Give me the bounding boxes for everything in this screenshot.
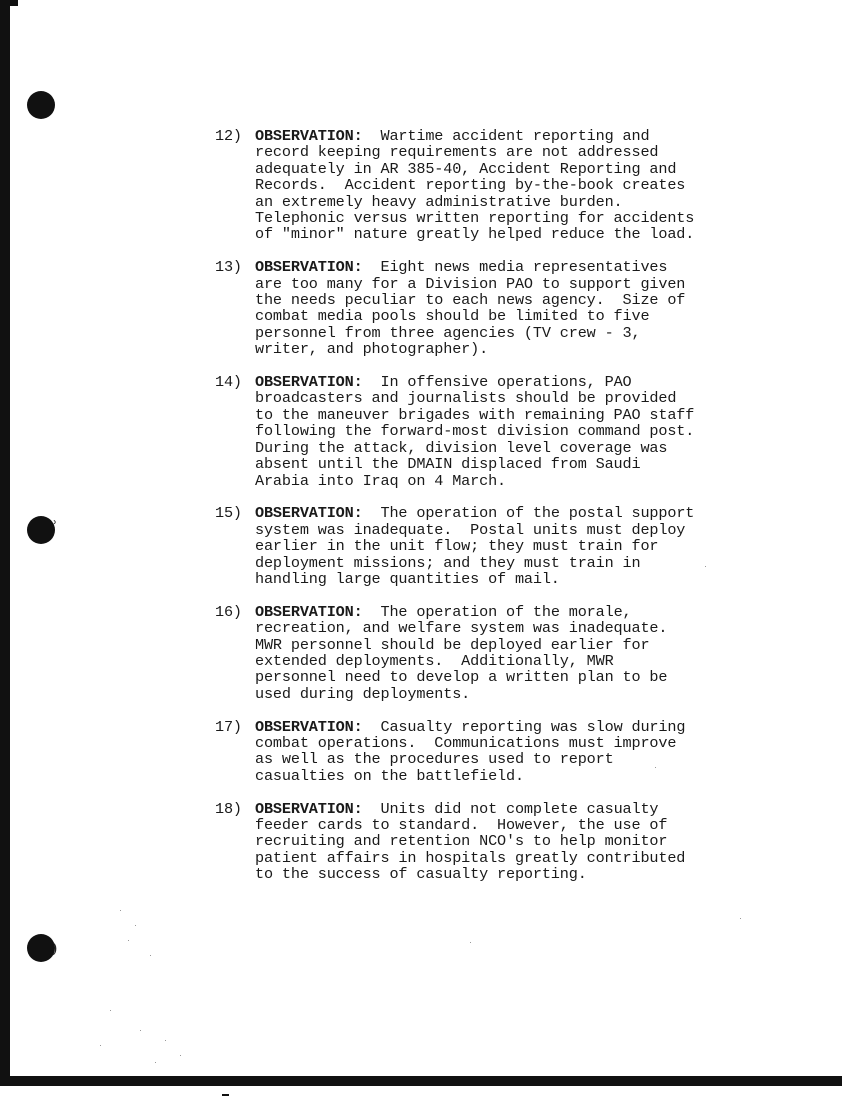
observation-label: OBSERVATION: <box>255 127 363 145</box>
observation-line-text: The operation of the morale, <box>362 602 632 621</box>
observation-line: personnel from three agencies (TV crew - 3, <box>255 323 641 342</box>
punch-hole-middle <box>27 516 58 544</box>
observation-label: OBSERVATION: <box>255 602 363 621</box>
observation-line-text: In offensive operations, PAO <box>362 373 632 392</box>
observation-label: OBSERVATION: <box>255 717 363 736</box>
observation-line: writer, and photographer). <box>255 340 489 359</box>
observation-line: the needs peculiar to each news agency. Size of <box>255 291 686 310</box>
observation-line: an extremely heavy administrative burden. <box>255 192 623 211</box>
observation-number: 18) <box>215 799 242 818</box>
observation-line: earlier in the unit flow; they must train for <box>255 537 659 556</box>
observation-number: 13) <box>215 258 242 277</box>
observation-line: MWR personnel should be deployed earlier for <box>255 635 650 654</box>
scan-top-mark <box>10 0 18 6</box>
observation-text <box>255 505 775 587</box>
observation-line: Arabia into Iraq on 4 March. <box>255 471 506 490</box>
observation-line: record keeping requirements are not addressed <box>255 143 659 162</box>
observation-line: deployment missions; and they must train in <box>255 553 641 572</box>
punch-hole-mark-middle: ʾ <box>53 519 58 535</box>
observation-item <box>215 128 775 243</box>
observation-line: recreation, and welfare system was inadequate. <box>255 619 668 638</box>
observation-number: 14) <box>215 373 242 392</box>
observation-item <box>215 505 775 587</box>
observation-line: combat media pools should be limited to five <box>255 307 650 326</box>
observation-line: used during deployments. <box>255 684 471 703</box>
observation-item <box>215 801 775 883</box>
observation-text <box>255 801 775 883</box>
observation-line-text: Casualty reporting was slow during <box>362 717 686 736</box>
observation-line: Records. Accident reporting by-the-book creates <box>255 176 686 195</box>
observation-line: system was inadequate. Postal units must deploy <box>255 520 686 539</box>
observation-line: personnel need to develop a written plan to be <box>255 668 668 687</box>
observation-line: of "minor" nature greatly helped reduce the load. <box>255 225 695 244</box>
observation-label: OBSERVATION: <box>255 258 363 277</box>
punch-hole-top <box>27 91 55 119</box>
observation-number: 15) <box>215 504 242 523</box>
observation-line <box>255 604 775 620</box>
observation-line: as well as the procedures used to report <box>255 750 614 769</box>
observation-label: OBSERVATION: <box>255 504 363 523</box>
observation-line: are too many for a Division PAO to support given <box>255 274 686 293</box>
observation-text <box>255 374 775 489</box>
observation-line: to the maneuver brigades with remaining PAO staff <box>255 405 695 424</box>
observation-text <box>255 259 775 357</box>
observation-line: to the success of casualty reporting. <box>255 865 587 884</box>
scan-bottom-border <box>0 1076 842 1086</box>
observation-line-text: Units did not complete casualty <box>362 799 659 818</box>
observation-number: 16) <box>215 602 242 621</box>
observation-line: absent until the DMAIN displaced from Saudi <box>255 455 641 474</box>
observation-line-text: Eight news media representatives <box>362 258 668 277</box>
observation-line: recruiting and retention NCO's to help monitor <box>255 832 668 851</box>
observation-line: patient affairs in hospitals greatly contributed <box>255 848 686 867</box>
observation-item <box>215 259 775 357</box>
observation-text <box>255 128 775 243</box>
punch-hole-bottom <box>27 934 58 962</box>
observation-number: 17) <box>215 717 242 736</box>
scan-left-border <box>0 0 10 1085</box>
observation-line: During the attack, division level coverage was <box>255 438 668 457</box>
observation-line <box>255 801 775 817</box>
observation-item <box>215 374 775 489</box>
observation-line: combat operations. Communications must improve <box>255 733 677 752</box>
observation-line: following the forward-most division command post. <box>255 422 695 441</box>
observation-line <box>255 374 775 390</box>
observation-line <box>255 259 775 275</box>
punch-hole-mark-bottom: ) <box>52 941 58 957</box>
observation-text <box>255 604 775 702</box>
observation-label: OBSERVATION: <box>255 373 363 392</box>
observation-line-text: Wartime accident reporting and <box>362 127 650 145</box>
observation-line: broadcasters and journalists should be provided <box>255 389 677 408</box>
observation-text <box>255 719 775 785</box>
scan-bottom-tick <box>222 1094 229 1096</box>
observation-line: casualties on the battlefield. <box>255 766 524 785</box>
observation-number: 12) <box>215 127 242 145</box>
observation-line: adequately in AR 385-40, Accident Reporting and <box>255 159 677 178</box>
observation-line: handling large quantities of mail. <box>255 569 560 588</box>
observation-line: Telephonic versus written reporting for accidents <box>255 209 695 228</box>
observation-line: feeder cards to standard. However, the use of <box>255 815 668 834</box>
observation-item <box>215 604 775 702</box>
observation-line <box>255 505 775 521</box>
observation-line <box>255 128 775 144</box>
observation-line: extended deployments. Additionally, MWR <box>255 651 614 670</box>
observations-list <box>215 128 775 899</box>
observation-line <box>255 719 775 735</box>
observation-line-text: The operation of the postal support <box>362 504 695 523</box>
observation-item <box>215 719 775 785</box>
observation-label: OBSERVATION: <box>255 799 363 818</box>
